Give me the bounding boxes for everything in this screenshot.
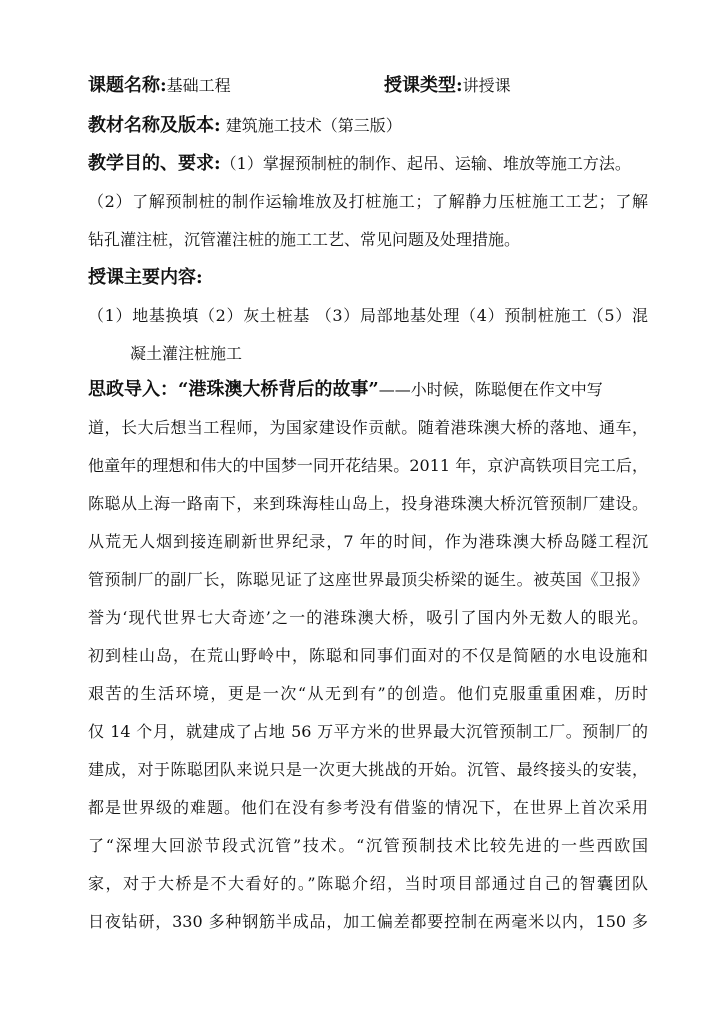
story-line-0: ——小时候，陈聪便在作文中写 bbox=[378, 380, 603, 399]
story-line-2: 他童年的理想和伟大的中国梦一同开花结果。2011 年，京沪高铁项目完工后， bbox=[88, 456, 648, 475]
story-line-6: 誉为‘现代世界七大奇迹’之一的港珠澳大桥，吸引了国内外无数人的眼光。 bbox=[88, 608, 648, 627]
course-row bbox=[88, 76, 648, 96]
course-label: 课题名称: bbox=[88, 75, 167, 96]
goals-row bbox=[88, 154, 648, 174]
content-label: 授课主要内容: bbox=[88, 267, 203, 288]
course-value: 基础工程 bbox=[166, 76, 231, 95]
story-line-5: 管预制厂的副厂长，陈聪见证了这座世界最顶尖桥梁的诞生。被英国《卫报》 bbox=[88, 570, 648, 589]
story-line-12: 了“深埋大回淤节段式沉管”技术。“沉管预制技术比较先进的一些西欧国 bbox=[88, 836, 648, 855]
story-line-9: 仅 14 个月，就建成了占地 56 万平方米的世界最大沉管预制工厂。预制厂的 bbox=[88, 722, 648, 741]
story-line-13: 家，对于大桥是不大看好的。”陈聪介绍，当时项目部通过自己的智囊团队 bbox=[88, 874, 648, 893]
story-line-4: 从荒无人烟到接连刷新世界纪录，7 年的时间，作为港珠澳大桥岛隧工程沉 bbox=[88, 532, 648, 551]
goals-label: 教学目的、要求: bbox=[88, 153, 221, 174]
story-line-10: 建成，对于陈聪团队来说只是一次更大挑战的开始。沉管、最终接头的安装， bbox=[88, 760, 648, 779]
type-value: 讲授课 bbox=[462, 76, 511, 95]
story-line-7: 初到桂山岛，在荒山野岭中，陈聪和同事们面对的不仅是简陋的水电设施和 bbox=[88, 646, 648, 665]
story-line-3: 陈聪从上海一路南下，来到珠海桂山岛上，投身港珠澳大桥沉管预制厂建设。 bbox=[88, 494, 648, 513]
goals-line-3: 钻孔灌注桩，沉管灌注桩的施工工艺、常见问题及处理措施。 bbox=[88, 230, 521, 249]
content-line-2: 凝土灌注桩施工 bbox=[130, 344, 243, 363]
textbook-value: 建筑施工技术（第三版） bbox=[225, 116, 402, 135]
textbook-label: 教材名称及版本: bbox=[88, 115, 221, 136]
content-row bbox=[88, 268, 648, 288]
goals-line-2: （2）了解预制桩的制作运输堆放及打桩施工；了解静力压桩施工工艺；了解 bbox=[88, 192, 648, 211]
story-line-11: 都是世界级的难题。他们在没有参考没有借鉴的情况下，在世界上首次采用 bbox=[88, 798, 648, 817]
textbook-row bbox=[88, 116, 648, 136]
story-line-8: 艰苦的生活环境，更是一次“从无到有”的创造。他们克服重重困难，历时 bbox=[88, 684, 648, 703]
story-line-14: 日夜钻研，330 多种钢筋半成品，加工偏差都要控制在两毫米以内，150 多 bbox=[88, 912, 648, 931]
goals-line-1: （1）掌握预制桩的制作、起吊、运输、堆放等施工方法。 bbox=[220, 154, 631, 173]
story-line-1: 道，长大后想当工程师，为国家建设作贡献。随着港珠澳大桥的落地、通车， bbox=[88, 418, 648, 437]
type-label: 授课类型: bbox=[384, 75, 463, 96]
content-line-1: （1）地基换填（2）灰土桩基 （3）局部地基处理（4）预制桩施工（5）混 bbox=[88, 306, 648, 325]
story-row bbox=[88, 380, 648, 400]
story-label: 思政导入：“港珠澳大桥背后的故事” bbox=[88, 379, 379, 400]
